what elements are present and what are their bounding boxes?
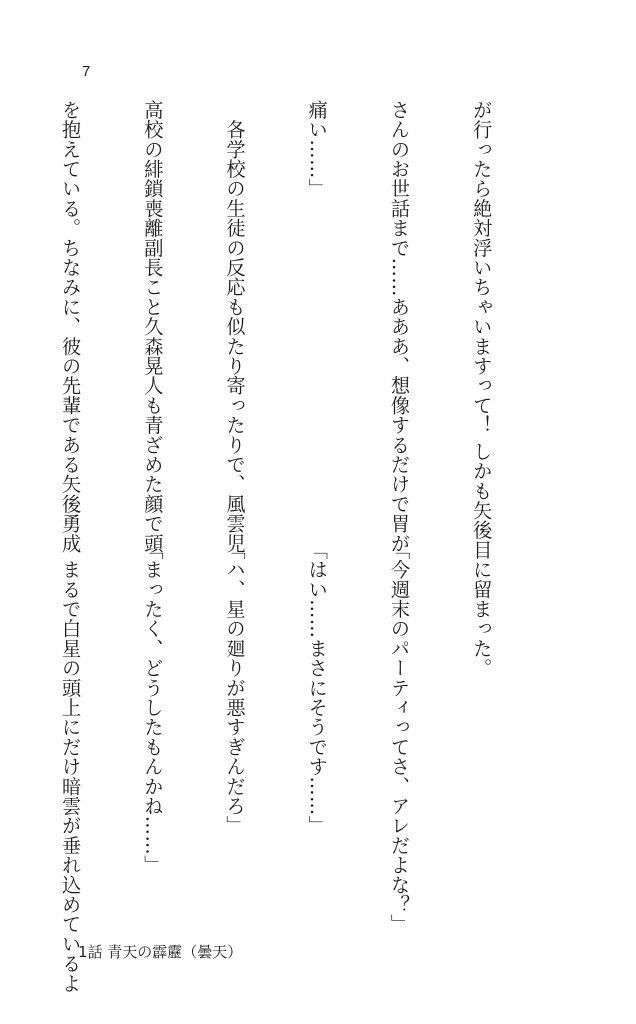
- text-line: が行ったら絶対浮いちゃいますって！ しかも矢後: [470, 100, 494, 540]
- text-line: まるで白星の頭上にだけ暗雲が垂れ込めているよ: [59, 540, 83, 994]
- text-line: 各学校の生徒の反応も似たり寄ったりで、風雲児: [223, 100, 247, 554]
- page-number: 7: [82, 63, 91, 80]
- text-line: さんのお世話まで……あああ、想像するだけで胃が: [387, 100, 411, 554]
- text-line: [0, 540, 2, 940]
- text-line: 「ハ、星の廻りが悪すぎんだろ」: [223, 540, 247, 836]
- text-line: 「今週末のパーティってさ、アレだよな？」: [387, 540, 411, 934]
- text-block-top: [59, 100, 550, 554]
- running-footer: 1話 青天の霹靂（曇天）: [78, 943, 243, 961]
- text-line: を抱えている。ちなみに、彼の先輩である矢後勇成: [59, 100, 83, 554]
- text-line: 高校の緋鎖喪離副長こと久森晃人も青ざめた顔で頭: [141, 100, 165, 554]
- text-line: 「まったく、どうしたもんかね……」: [141, 540, 165, 875]
- text-line: 痛い……」: [305, 100, 329, 199]
- text-line: 目に留まった。: [470, 540, 494, 678]
- text-line: [0, 100, 2, 500]
- text-line: 「はい……まさにそうです……」: [305, 540, 329, 836]
